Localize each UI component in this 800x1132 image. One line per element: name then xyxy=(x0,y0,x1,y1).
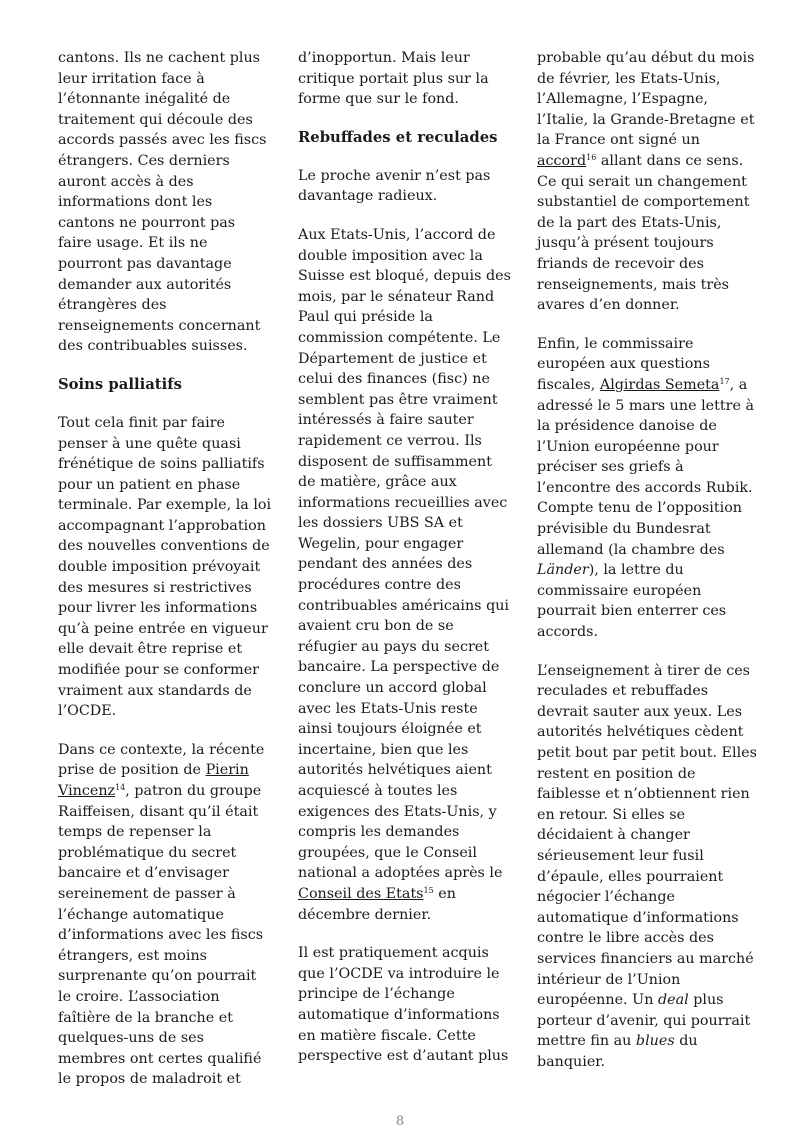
paragraph xyxy=(298,225,514,925)
paragraph xyxy=(537,661,757,1073)
paragraph xyxy=(537,334,757,643)
text-run: allant dans ce sens. Ce qui serait un changement substantiel de comportement de la part des Etats-Unis, jusqu’à présent toujours friands de recevoir des renseignements, mais très avares d’en donner. xyxy=(537,152,750,314)
text-run: probable qu’au début du mois de février, les Etats-Unis, l’Allemagne, l’Espagne, l’Italie, la Grande-Bretagne et la France ont signé un xyxy=(537,50,755,149)
text-run: en décembre dernier. xyxy=(298,885,456,923)
text-run: L’enseignement à tirer de ces reculades et rebuffades devrait sauter aux yeux. Les autorités helvétiques cèdent petit bout par petit bout. Elles restent en position de faiblesse et n’obtiennent rien en retour. Si elles se décidaient à changer sérieusement leur fusil d’épaule, elles pourraient négocier l’échange automatique d’informations contre le libre accès des services financiers au marché intérieur de l’Union européenne. Un xyxy=(537,662,757,1009)
text-run: Enfin, le commissaire européen aux questions fiscales, xyxy=(537,335,710,393)
text-run: du banquier. xyxy=(537,1033,698,1070)
paragraph: Tout cela finit par faire penser à une quête quasi frénétique de soins palliatifs pour un patient en phase terminale. Par exemple, la loi accompagnant l’approbation des nouvelles conventions de double imposition prévoyait des mesures si restrictives pour livrer les informations qu’à peine entrée en vigueur elle devait être reprise et modifiée pour se conformer vraiment aux standards de l’OCDE. xyxy=(58,414,272,720)
page-number: 8 xyxy=(395,1114,405,1129)
footnote-ref[interactable]: 17 xyxy=(719,376,730,386)
paragraph xyxy=(58,740,272,1090)
paragraph: d’inopportun. Mais leur critique portait plus sur la forme que sur le fond. xyxy=(298,50,489,108)
paragraph: Le proche avenir n’est pas davantage radieux. xyxy=(298,167,491,205)
text-run: Dans ce contexte, la récente prise de position de xyxy=(58,741,265,779)
column-3 xyxy=(537,48,757,1091)
footnote-ref[interactable]: 16 xyxy=(586,152,597,162)
text-run: Aux Etats-Unis, l’accord de double imposition avec la Suisse est bloqué, depuis des mois, par le sénateur Rand Paul qui préside la commission compétente. Le Département de justice et celui des finances (fisc) ne semblent pas être vraiment intéressés à faire sauter rapidement ce verrou. Ils disposent de suffisamment de matière, grâce aux informations recueillies avec les dossiers UBS SA et Wegelin, pour engager pendant des années des procédures contre des contribuables américains qui avaient cru bon de se réfugier au pays du secret bancaire. La perspective de conclure un accord global avec les Etats-Unis reste ainsi toujours éloignée et incertaine, bien que les autorités helvétiques aient acquiescé à toutes les exigences des Etats-Unis, y compris les demandes groupées, que le Conseil national a adoptées après le xyxy=(298,226,511,882)
column-1 xyxy=(58,48,272,1108)
column-2 xyxy=(298,48,514,1085)
link-pierin-vincenz[interactable]: Pierin Vincenz xyxy=(58,762,249,799)
emphasis: deal xyxy=(657,992,689,1009)
text-run: , a adressé le 5 mars une lettre à la présidence danoise de l’Union européenne pour préciser ses griefs à l’encontre des accords Rubik. Compte tenu de l’opposition prévisible du Bundesrat allemand (la chambre des xyxy=(537,376,754,558)
text-run: , patron du groupe Raiffeisen, disant qu’il était temps de repenser la problématique du secret bancaire et d’envisager sereinement de passer à l’échange automatique d’informations avec les fiscs étrangers, est moins surprenante qu’on pourrait le croire. L’association faîtière de la branche et quelques-uns de ses membres ont certes qualifié le propos de maladroit et xyxy=(58,783,264,1088)
emphasis: Länder xyxy=(537,562,589,579)
text-run: ), la lettre du commissaire européen pourrait bien enterrer ces accords. xyxy=(537,562,727,641)
paragraph: cantons. Ils ne cachent plus leur irritation face à l’étonnante inégalité de traitement qui découle des accords passés avec les fiscs étrangers. Ces derniers auront accès à des informations dont les cantons ne pourront pas faire usage. Et ils ne pourront pas davantage demander aux autorités étrangères des renseignements concernant des contribuables suisses. xyxy=(58,50,267,355)
footnote-ref[interactable]: 15 xyxy=(423,885,434,895)
link-accord[interactable]: accord xyxy=(537,152,587,169)
paragraph: Il est pratiquement acquis que l’OCDE va introduire le principe de l’échange automatique d’informations en matière fiscale. Cette perspective est d’autant plus xyxy=(298,945,509,1065)
section-heading: Soins palliatifs xyxy=(58,375,182,393)
footnote-ref[interactable]: 14 xyxy=(115,783,126,792)
text-run: plus porteur d’avenir, qui pourrait mettre fin au xyxy=(537,992,751,1050)
paragraph xyxy=(537,48,757,316)
link-algirdas-semeta[interactable]: Algirdas Semeta xyxy=(599,376,720,393)
emphasis: blues xyxy=(635,1033,675,1050)
link-conseil-des-etats[interactable]: Conseil des Etats xyxy=(298,885,424,902)
section-heading: Rebuffades et reculades xyxy=(298,128,498,146)
